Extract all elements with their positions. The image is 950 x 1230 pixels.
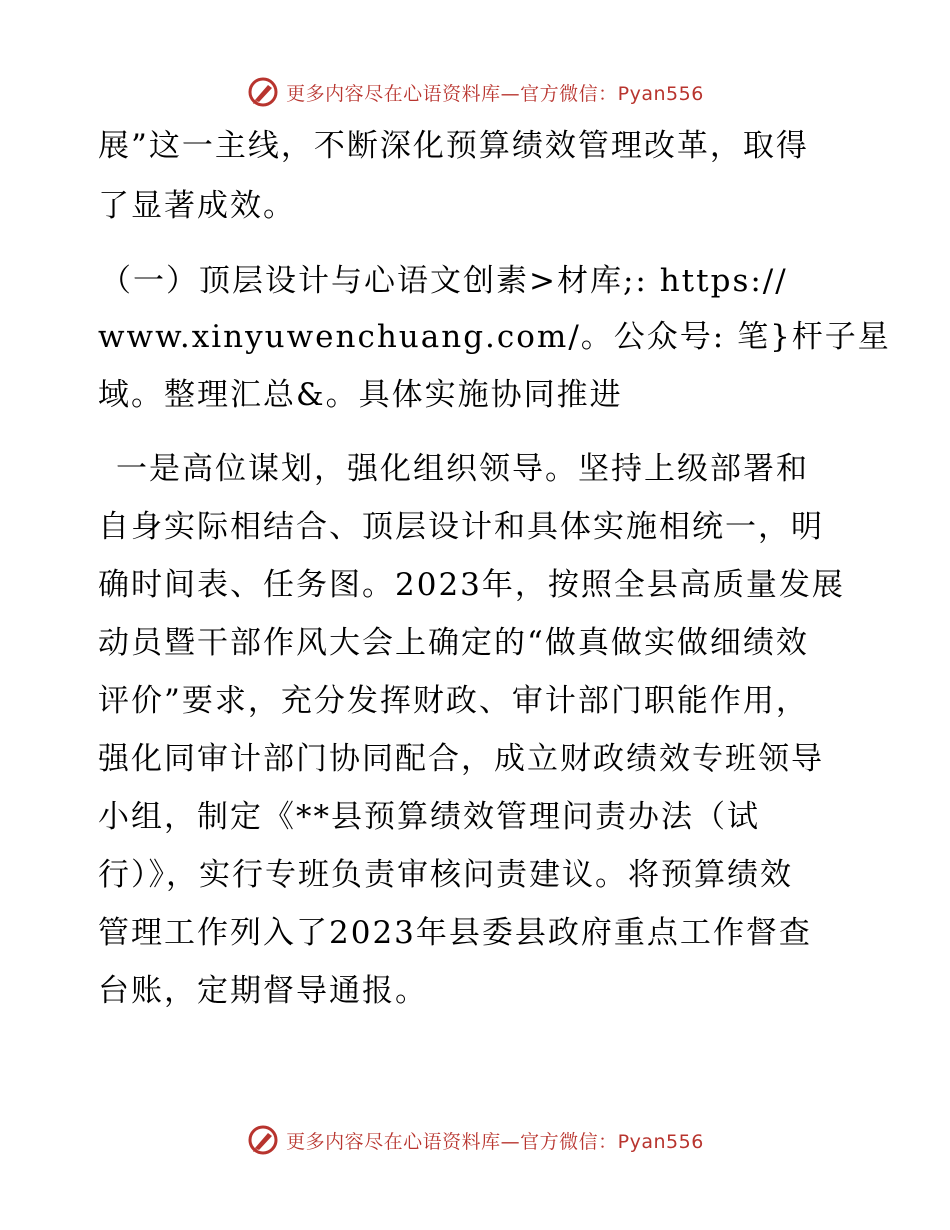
paragraph-2-line-2: www.xinyuwenchuang.com/。公众号: 笔}杆子星 bbox=[98, 319, 891, 355]
paragraph-3-line-7: 小组，制定《**县预算绩效管理问责办法（试 bbox=[98, 799, 760, 835]
footer-watermark-text: 更多内容尽在心语资料库—官方微信：Pyan556 bbox=[286, 1130, 704, 1153]
paragraph-1-line-1: 展”这一主线，不断深化预算绩效管理改革，取得 bbox=[98, 128, 809, 164]
footer-watermark bbox=[0, 1120, 950, 1160]
header-watermark-text: 更多内容尽在心语资料库—官方微信：Pyan556 bbox=[286, 82, 704, 105]
paragraph-3-line-9: 管理工作列入了2023年县委县政府重点工作督查 bbox=[98, 915, 812, 951]
paragraph-3-line-3: 确时间表、任务图。2023年，按照全县高质量发展 bbox=[98, 567, 845, 603]
paragraph-3-line-6: 强化同审计部门协同配合，成立财政绩效专班领导 bbox=[98, 741, 824, 777]
paragraph-3-line-1: 一是高位谋划，强化组织领导。坚持上级部署和 bbox=[116, 451, 809, 487]
paragraph-3-line-8: 行）》，实行专班负责审核问责建议。将预算绩效 bbox=[98, 857, 793, 893]
pen-logo-icon bbox=[246, 75, 280, 109]
header-watermark bbox=[0, 72, 950, 112]
paragraph-3-line-5: 评价”要求，充分发挥财政、审计部门职能作用， bbox=[98, 683, 809, 719]
paragraph-3-line-2: 自身实际相结合、顶层设计和具体实施相统一，明 bbox=[98, 509, 824, 545]
paragraph-2-line-3: 域。整理汇总&。具体实施协同推进 bbox=[98, 377, 623, 413]
paragraph-2-line-1: （一）顶层设计与心语文创素>材库;: https:// bbox=[100, 263, 788, 299]
paragraph-3-line-4: 动员暨干部作风大会上确定的“做真做实做细绩效 bbox=[98, 625, 809, 661]
pen-logo-icon bbox=[246, 1123, 280, 1157]
paragraph-3-line-10: 台账，定期督导通报。 bbox=[98, 973, 428, 1009]
paragraph-1-line-2: 了显著成效。 bbox=[98, 188, 296, 224]
